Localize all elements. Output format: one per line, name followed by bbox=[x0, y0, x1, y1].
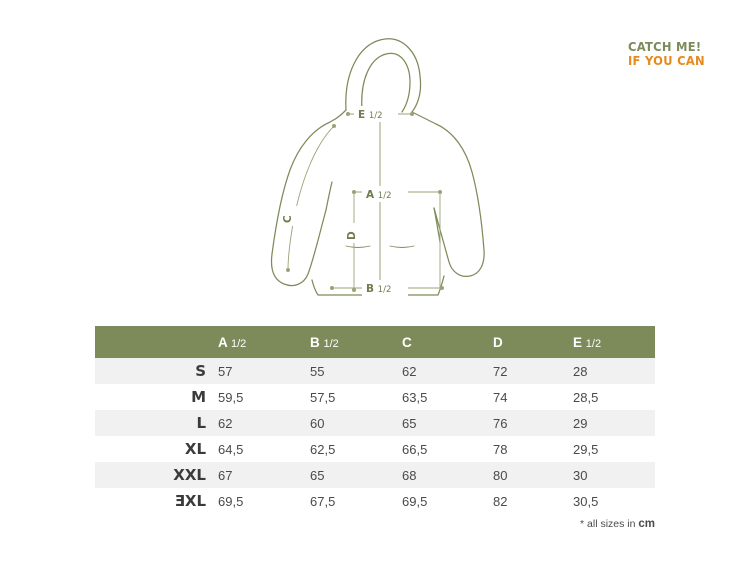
cell-b: 67,5 bbox=[310, 493, 336, 509]
size-label: EXL bbox=[174, 492, 206, 510]
jacket-diagram bbox=[250, 18, 510, 318]
label-a: A 1/2 bbox=[366, 189, 392, 201]
column-header-b: B 1/2 bbox=[310, 334, 339, 350]
table-row bbox=[95, 436, 655, 462]
cell-c: 69,5 bbox=[402, 493, 428, 509]
cell-a: 67 bbox=[218, 467, 233, 483]
brand-logo-line1: CATCH ME! bbox=[628, 39, 702, 54]
cell-c: 68 bbox=[402, 467, 417, 483]
label-c: C bbox=[282, 215, 294, 223]
column-header-e: E 1/2 bbox=[573, 334, 602, 350]
cell-b: 57,5 bbox=[310, 389, 336, 405]
label-d: D bbox=[346, 231, 358, 240]
column-header-d: D bbox=[493, 334, 503, 350]
label-b: B 1/2 bbox=[366, 283, 392, 295]
cell-a: 57 bbox=[218, 363, 233, 379]
table-row bbox=[95, 358, 655, 384]
size-table bbox=[95, 326, 655, 514]
footnote-prefix: * all sizes in bbox=[580, 518, 639, 530]
table-header-row bbox=[95, 326, 655, 358]
cell-c: 66,5 bbox=[402, 441, 428, 457]
table-body bbox=[95, 358, 655, 514]
column-header-size bbox=[95, 326, 218, 358]
cell-d: 76 bbox=[493, 415, 508, 431]
brand-logo bbox=[628, 40, 712, 67]
size-label: L bbox=[196, 414, 206, 432]
table-row bbox=[95, 384, 655, 410]
cell-c: 62 bbox=[402, 363, 417, 379]
size-label: XL bbox=[184, 440, 206, 458]
cell-e: 29 bbox=[573, 415, 588, 431]
table-header bbox=[95, 326, 655, 358]
label-e: E 1/2 bbox=[358, 109, 383, 121]
cell-a: 69,5 bbox=[218, 493, 244, 509]
table-row bbox=[95, 488, 655, 514]
table-row bbox=[95, 462, 655, 488]
cell-a: 64,5 bbox=[218, 441, 244, 457]
cell-e: 28 bbox=[573, 363, 588, 379]
table-row bbox=[95, 410, 655, 436]
cell-d: 80 bbox=[493, 467, 508, 483]
footnote bbox=[580, 518, 655, 530]
cell-a: 59,5 bbox=[218, 389, 244, 405]
cell-d: 72 bbox=[493, 363, 508, 379]
size-label: M bbox=[191, 388, 206, 406]
cell-a: 62 bbox=[218, 415, 233, 431]
cell-b: 65 bbox=[310, 467, 325, 483]
footnote-unit: cm bbox=[638, 518, 655, 530]
cell-e: 30 bbox=[573, 467, 588, 483]
brand-logo-line2: IF YOU CAN bbox=[628, 52, 706, 68]
cell-c: 63,5 bbox=[402, 389, 428, 405]
cell-b: 60 bbox=[310, 415, 325, 431]
column-header-c: C bbox=[402, 334, 412, 350]
cell-e: 29,5 bbox=[573, 441, 599, 457]
size-label: S bbox=[195, 362, 206, 380]
cell-b: 62,5 bbox=[310, 441, 336, 457]
size-label: XXL bbox=[173, 466, 206, 484]
cell-d: 78 bbox=[493, 441, 508, 457]
column-header-a: A 1/2 bbox=[218, 334, 247, 350]
cell-b: 55 bbox=[310, 363, 325, 379]
cell-d: 82 bbox=[493, 493, 508, 509]
cell-e: 28,5 bbox=[573, 389, 599, 405]
cell-c: 65 bbox=[402, 415, 417, 431]
cell-d: 74 bbox=[493, 389, 508, 405]
cell-e: 30,5 bbox=[573, 493, 599, 509]
